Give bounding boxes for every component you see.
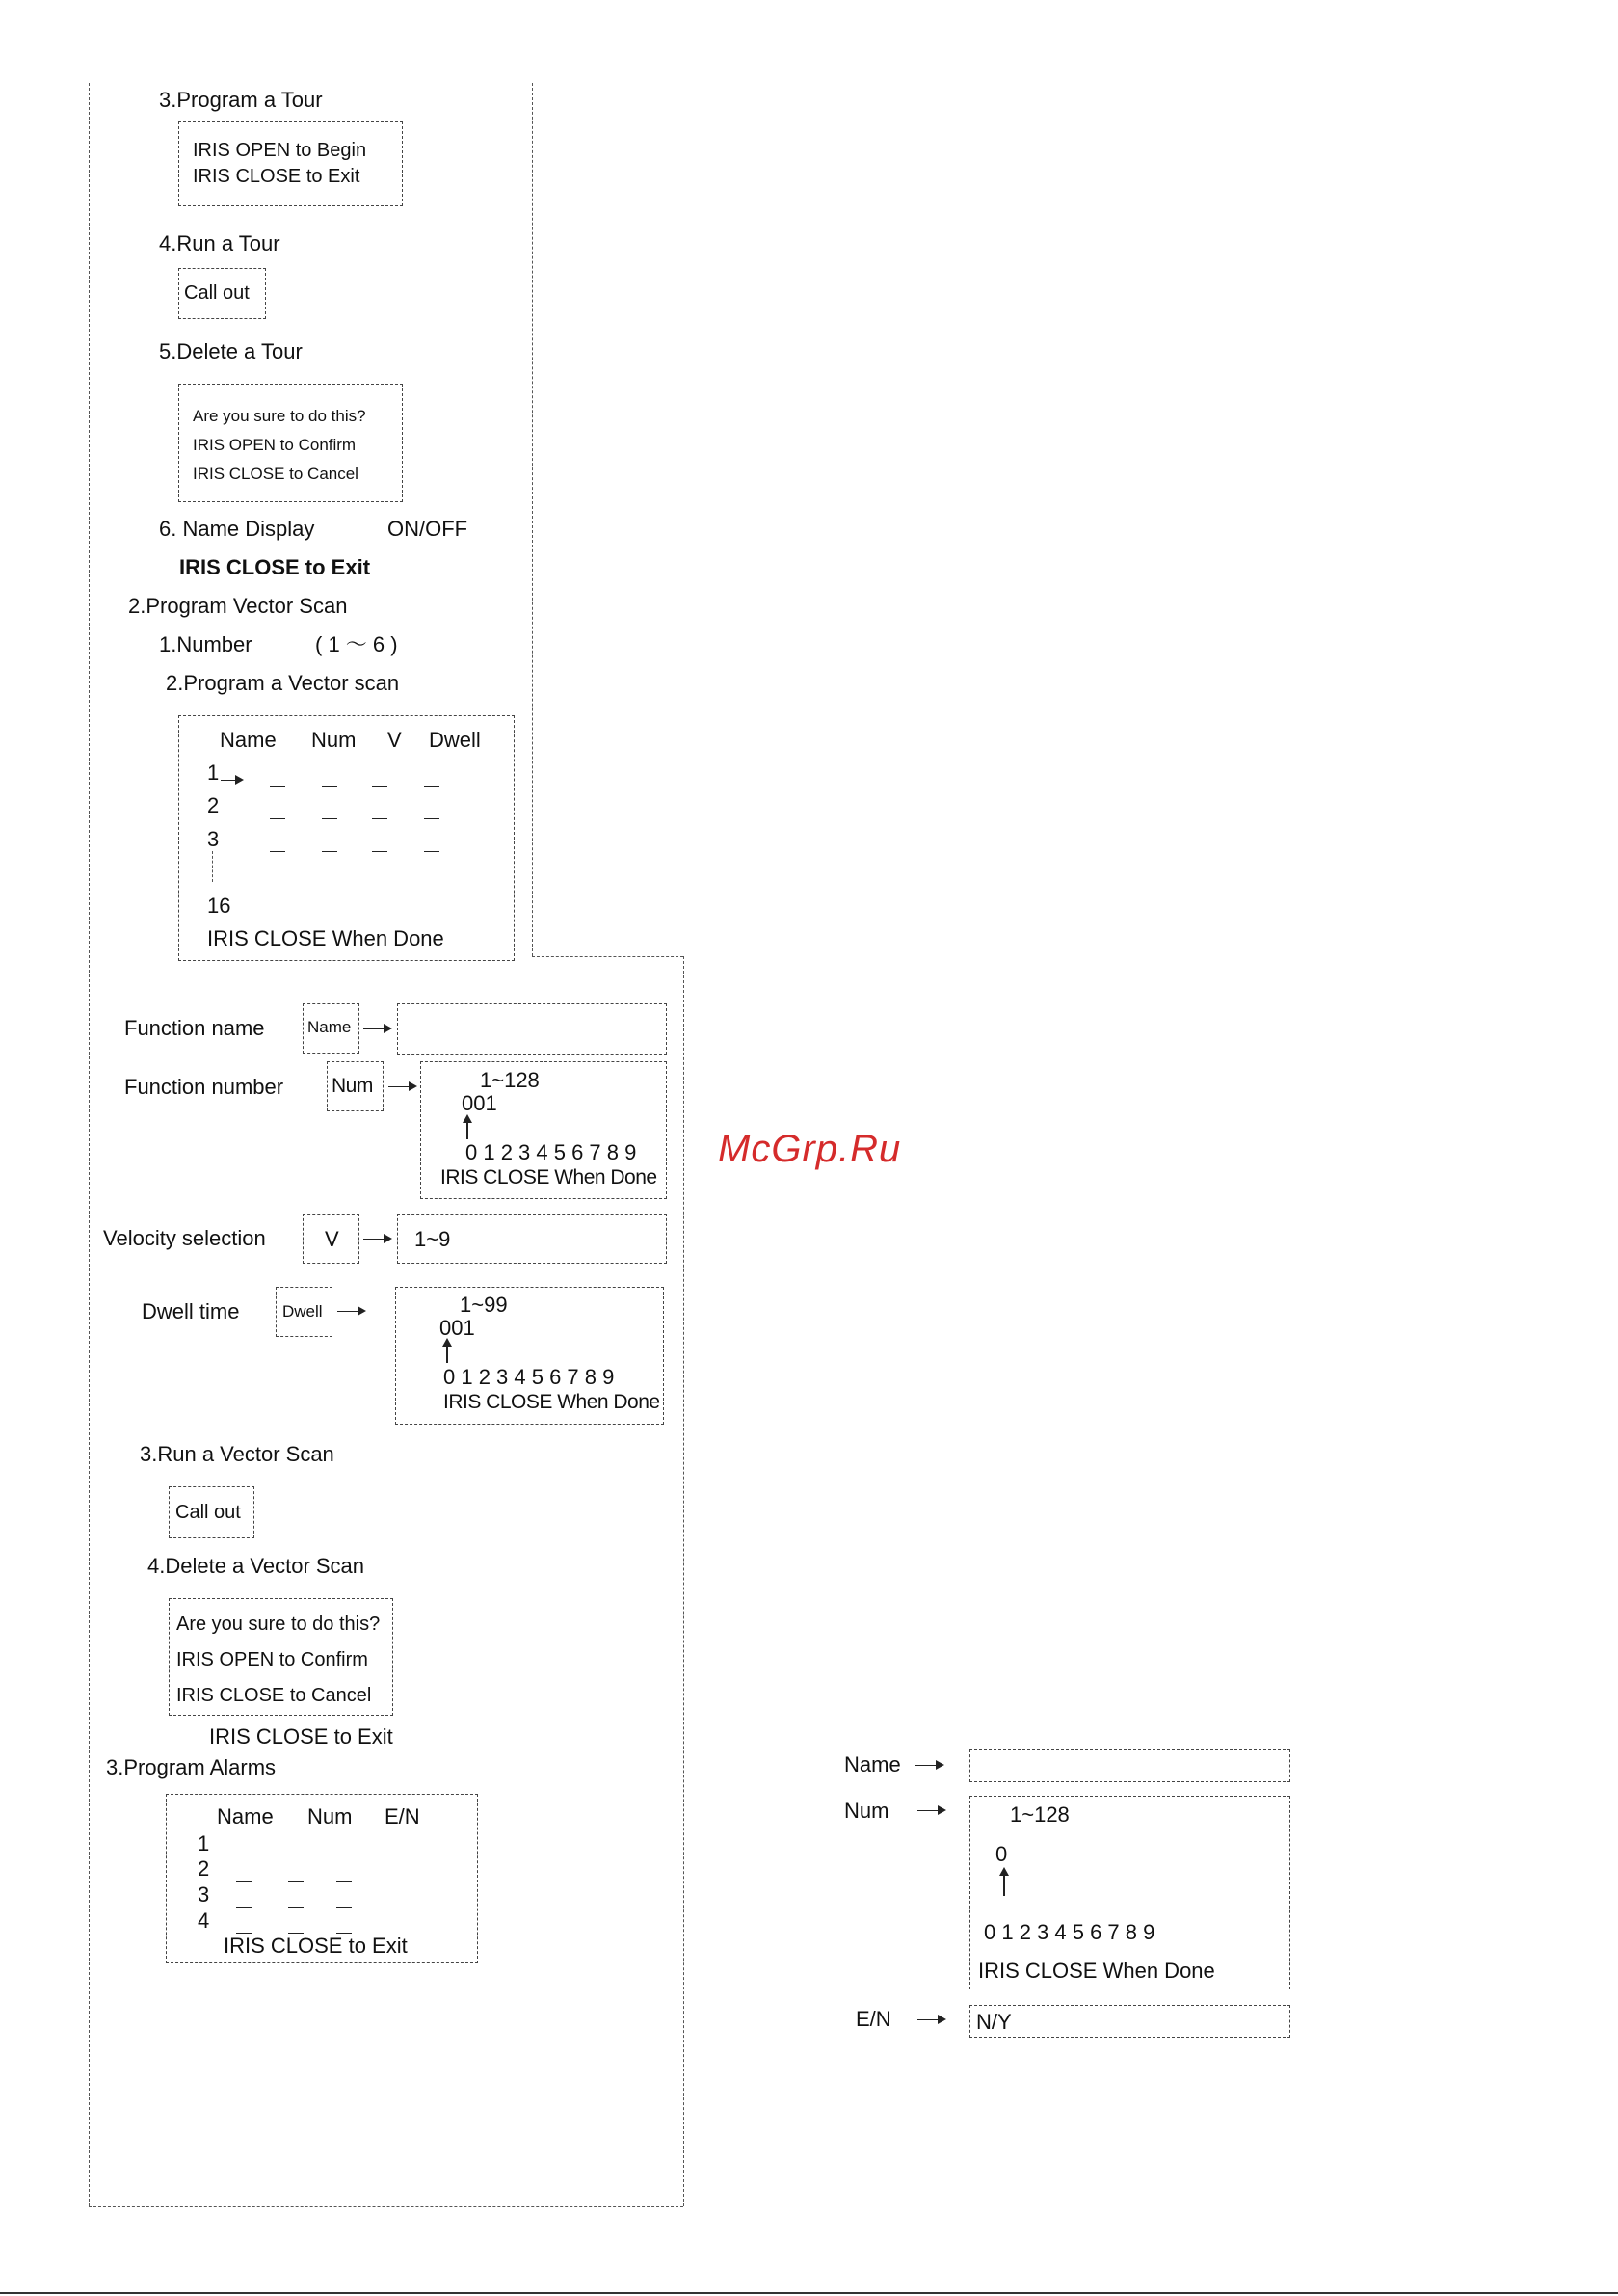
row-cell-dash <box>288 1881 304 1882</box>
box-line: IRIS OPEN to Begin <box>193 140 367 161</box>
row-cell-dash <box>372 818 387 819</box>
col-header-v: V <box>387 728 402 752</box>
num-key-box <box>327 1061 384 1111</box>
col-header-num: Num <box>307 1804 353 1829</box>
alarm-name-box <box>969 1749 1290 1782</box>
alarm-name-arrow <box>915 1765 942 1766</box>
row-cell-dash <box>424 851 439 852</box>
row-cell-dash <box>236 1907 252 1908</box>
col-header-name: Name <box>220 728 277 752</box>
dwell-key-text: Dwell <box>282 1302 323 1321</box>
alarm-num-box <box>969 1796 1290 1989</box>
dwell-key-box <box>276 1287 332 1337</box>
velocity-range-text: 1~9 <box>414 1227 451 1251</box>
vector-number-range: ( 1 ～ 6 ) <box>315 632 398 656</box>
dwell-arrow <box>337 1311 364 1312</box>
row-number: 2 <box>198 1856 210 1881</box>
col-header-num: Num <box>311 728 357 752</box>
function-name-input-box <box>397 1003 667 1055</box>
program-tour-title: 3.Program a Tour <box>159 88 323 112</box>
table-done-text: IRIS CLOSE When Done <box>207 926 444 950</box>
page-bottom-rule <box>0 2292 1618 2294</box>
velocity-arrow <box>363 1239 390 1240</box>
cursor-up-arrow <box>466 1118 468 1139</box>
vector-number-label: 1.Number <box>159 632 252 656</box>
digits-text: 0 1 2 3 4 5 6 7 8 9 <box>984 1920 1155 1944</box>
box-line: Are you sure to do this? <box>176 1614 381 1635</box>
call-out-text: Call out <box>175 1502 241 1523</box>
alarm-num-arrow <box>917 1810 944 1811</box>
v-key-text: V <box>325 1227 339 1251</box>
done-text: IRIS CLOSE When Done <box>440 1166 657 1188</box>
box-line: IRIS CLOSE to Exit <box>193 166 360 187</box>
box-line: Are you sure to do this? <box>193 407 366 425</box>
name-key-text: Name <box>307 1018 352 1036</box>
col-header-name: Name <box>217 1804 274 1829</box>
row-cell-dash <box>270 851 285 852</box>
function-number-arrow <box>388 1086 415 1087</box>
frame-outer-right-line <box>683 956 684 2206</box>
range-text: 1~128 <box>1010 1802 1070 1827</box>
row-cell-dash <box>288 1907 304 1908</box>
row-cell-dash <box>322 786 337 787</box>
name-key-box <box>303 1003 359 1054</box>
alarms-table-box <box>166 1794 478 1963</box>
alarm-en-box <box>969 2005 1290 2038</box>
done-text: IRIS CLOSE When Done <box>978 1959 1215 1983</box>
delete-tour-box <box>178 384 403 502</box>
run-tour-box <box>178 268 266 319</box>
row-cell-dash <box>270 818 285 819</box>
row-number: 3 <box>207 827 220 851</box>
value-text: 0 <box>995 1842 1008 1866</box>
frame-bottom-line <box>89 2206 683 2207</box>
velocity-selection-label: Velocity selection <box>103 1226 266 1250</box>
run-tour-title: 4.Run a Tour <box>159 231 280 255</box>
value-text: 001 <box>462 1091 497 1115</box>
row-cell-dash <box>372 851 387 852</box>
row-cell-dash <box>424 786 439 787</box>
function-number-box <box>420 1061 667 1199</box>
cursor-up-arrow <box>1003 1871 1005 1896</box>
range-text: 1~128 <box>480 1068 540 1092</box>
row-cell-dash <box>372 786 387 787</box>
function-name-label: Function name <box>124 1016 265 1040</box>
col-header-en: E/N <box>385 1804 420 1829</box>
cursor-up-arrow <box>446 1342 448 1363</box>
box-line: IRIS OPEN to Confirm <box>193 436 357 454</box>
watermark-text: McGrp.Ru <box>718 1128 902 1170</box>
done-text: IRIS CLOSE When Done <box>443 1391 660 1413</box>
frame-left-line <box>89 83 90 2206</box>
row-continuation-line <box>212 851 213 882</box>
dwell-time-label: Dwell time <box>142 1299 240 1323</box>
program-tour-box <box>178 121 403 206</box>
row-cell-dash <box>336 1907 352 1908</box>
alarm-en-label: E/N <box>856 2007 891 2031</box>
dwell-box <box>395 1287 664 1425</box>
row-number-last: 16 <box>207 894 231 918</box>
name-display-value: ON/OFF <box>387 517 468 541</box>
function-number-label: Function number <box>124 1075 284 1099</box>
range-text: 1~99 <box>460 1293 508 1317</box>
col-header-dwell: Dwell <box>429 728 481 752</box>
num-key-text: Num <box>332 1075 373 1097</box>
row-cell-dash <box>322 818 337 819</box>
alarms-exit-text: IRIS CLOSE to Exit <box>224 1934 408 1958</box>
program-vector-title: 2.Program a Vector scan <box>166 671 400 695</box>
delete-tour-title: 5.Delete a Tour <box>159 339 303 363</box>
run-vector-scan-title: 3.Run a Vector Scan <box>140 1442 334 1466</box>
en-value-text: N/Y <box>976 2010 1012 2034</box>
row-pointer-arrow <box>221 780 242 781</box>
row-cell-dash <box>322 851 337 852</box>
row-number: 1 <box>198 1831 210 1855</box>
row-cell-dash <box>424 818 439 819</box>
delete-vector-box <box>169 1598 393 1716</box>
name-display-label: 6. Name Display <box>159 517 315 541</box>
program-alarms-title: 3.Program Alarms <box>106 1755 277 1779</box>
digits-text: 0 1 2 3 4 5 6 7 8 9 <box>465 1140 637 1164</box>
velocity-box <box>397 1214 667 1264</box>
row-cell-dash <box>336 1881 352 1882</box>
call-out-text: Call out <box>184 282 250 304</box>
alarm-num-label: Num <box>844 1799 889 1823</box>
alarm-en-arrow <box>917 2019 944 2020</box>
value-text: 001 <box>439 1316 475 1340</box>
alarm-name-label: Name <box>844 1752 901 1776</box>
delete-vector-scan-title: 4.Delete a Vector Scan <box>147 1554 365 1578</box>
v-key-box <box>303 1214 359 1264</box>
row-number: 1 <box>207 761 220 785</box>
function-name-arrow <box>363 1028 390 1029</box>
frame-step-line <box>532 956 683 957</box>
vector-table-box <box>178 715 515 961</box>
digits-text: 0 1 2 3 4 5 6 7 8 9 <box>443 1365 615 1389</box>
row-number: 4 <box>198 1909 210 1933</box>
vector-scan-title: 2.Program Vector Scan <box>128 594 348 618</box>
tour-exit-text: IRIS CLOSE to Exit <box>179 555 371 579</box>
run-vector-box <box>169 1486 254 1538</box>
box-line: IRIS CLOSE to Cancel <box>176 1685 372 1706</box>
frame-inner-right-line <box>532 83 533 956</box>
box-line: IRIS OPEN to Confirm <box>176 1649 368 1670</box>
row-cell-dash <box>236 1881 252 1882</box>
box-line: IRIS CLOSE to Cancel <box>193 465 358 483</box>
row-cell-dash <box>270 786 285 787</box>
row-number: 3 <box>198 1882 210 1907</box>
vector-exit-text: IRIS CLOSE to Exit <box>209 1724 393 1749</box>
row-number: 2 <box>207 793 220 817</box>
